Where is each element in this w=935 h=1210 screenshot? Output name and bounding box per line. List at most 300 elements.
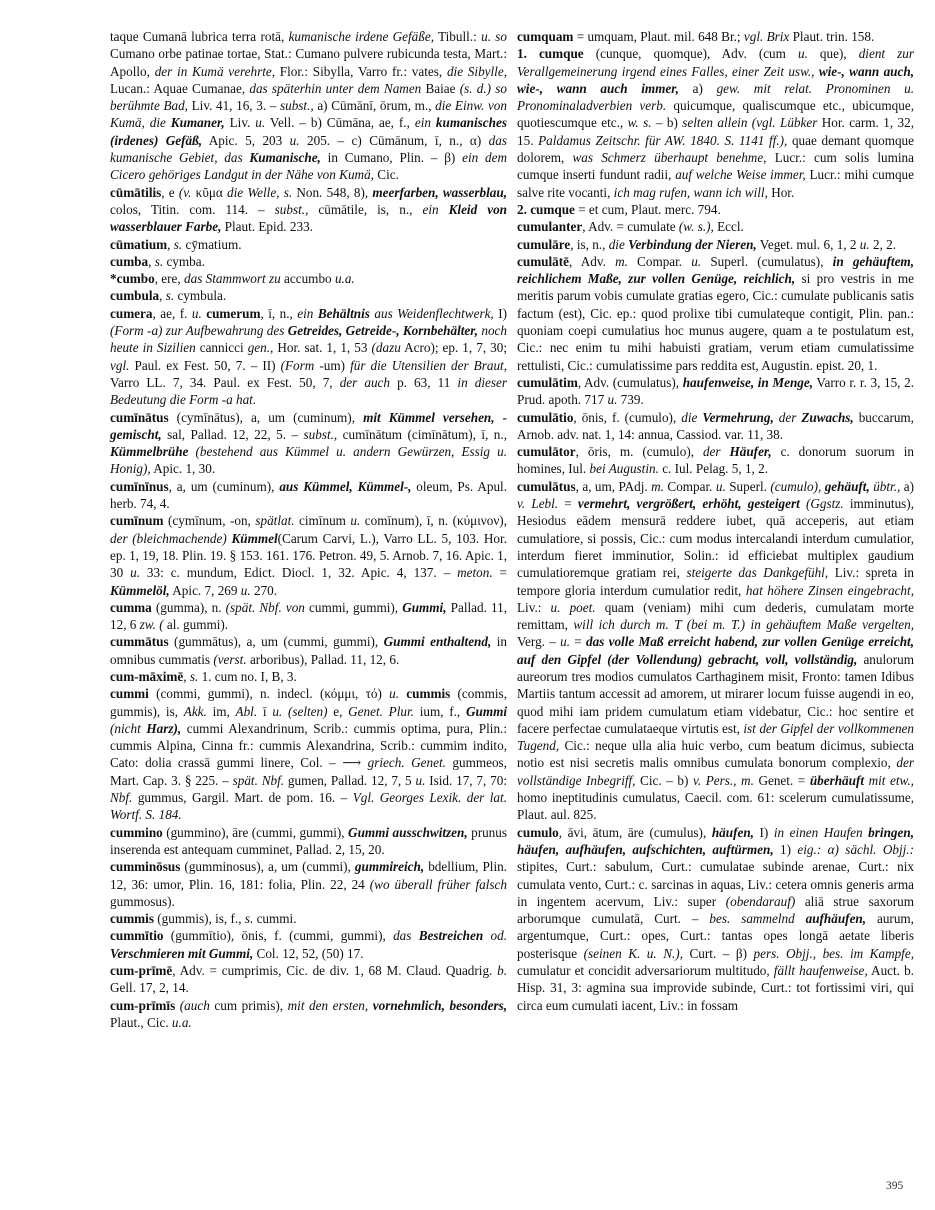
italic-text: pers. Objj., bes. im Kampfe, xyxy=(753,945,914,961)
entry-text: cȳmatium. xyxy=(182,236,242,252)
entry-text: 1. cum no. I, B, 3. xyxy=(198,668,297,684)
italic-text: die xyxy=(681,409,698,425)
entry-text: Genet. = xyxy=(753,772,810,788)
headword: cumulo xyxy=(517,824,559,840)
dictionary-entry xyxy=(110,824,507,859)
italic-text: (Form -a) zur Aufbewahrung des xyxy=(110,323,285,339)
entry-text: – b) xyxy=(651,115,683,131)
translation: Gummi enthaltend, xyxy=(383,634,492,650)
dictionary-entry xyxy=(517,443,914,478)
italic-text: v. Lebl. xyxy=(517,496,559,512)
entry-text: (gummītio), ōnis, f. (cummi, gummi), xyxy=(163,928,394,944)
entry-text: Vell. – b) Cūmāna, ae, f., xyxy=(265,115,415,131)
entry-text: Hor. sat. 1, 1, 53 xyxy=(273,340,372,356)
dictionary-entry xyxy=(517,374,914,409)
entry-text: Cic. xyxy=(373,167,399,183)
italic-text: spät. Nbf. xyxy=(232,772,285,788)
italic-text: das kumanische Gebiet, das xyxy=(110,132,507,166)
italic-text: das xyxy=(393,928,412,944)
italic-text: hat höhere Zinsen eingebracht, xyxy=(745,582,914,598)
entry-text: arboribus), Pallad. 11, 12, 6. xyxy=(246,651,400,667)
entry-text: Tibull.: xyxy=(434,29,482,44)
entry-text: buccarum, Arnob. adv. nat. 1, 14: annua, Cassiod. var. 11, 38. xyxy=(517,409,914,442)
translation: vermehrt, vergrößert, erhöht, gesteigert xyxy=(577,496,800,512)
entry-text: homo ineptitudinis cumulatus, Caecil. com. 61: scelerum cumulatissume, Plaut. aul. 825. xyxy=(517,790,914,823)
translation: wie-, wann auch, wie-, wann auch immer, xyxy=(517,63,914,96)
entry-text: , ere, xyxy=(154,271,184,287)
entry-text: Non. 548, 8), xyxy=(292,184,373,200)
entry-text: Hor. carm. 1, 32, 15. xyxy=(517,115,914,148)
entry-text: Varro r. r. 3, 15, 2. Prud. apoth. 717 xyxy=(517,374,914,408)
translation: Kümmelbrühe xyxy=(110,444,189,460)
entry-text: si pro vestris in me meritis parum vobis cumulate gratias egero, Cic.: cumulate publicanis satis factum (est), Cic. ep.: quod prolixe tibi cumulateque contigit, Plin. pan.: quoniam coepi cumulatius hoc munus augere, quam a te postulatum est, Cic.: nec enim tu mihi habuisti gratiam, verum etiam cumulatissime rettulisti, Cic.: cumulatissime pars reddita est, Augustin. epist. 20, 1. xyxy=(517,271,914,373)
entry-text: Liv. 41, 16, 3. – xyxy=(187,98,280,114)
entry-text: in omnibus cummatis xyxy=(110,634,507,667)
italic-text: Nbf. xyxy=(110,790,133,806)
translation: Harz), xyxy=(140,720,182,736)
italic-text: v. Pers., m. xyxy=(692,772,754,788)
entry-text: 33: c. mundum, Edict. Diocl. 1, 32. Apic. 4, 137. – xyxy=(140,565,458,581)
dictionary-entry xyxy=(110,512,507,598)
entry-text: Veget. mul. 6, 1, 2 xyxy=(756,236,860,252)
dictionary-entry xyxy=(110,927,507,962)
italic-text: u. xyxy=(797,46,808,62)
entry-text: Lucr.: mihi cumque salve rite vocanti, xyxy=(517,167,914,200)
italic-text: griech. Genet. xyxy=(367,755,446,771)
dictionary-entry xyxy=(517,409,914,444)
italic-text: m. xyxy=(651,478,664,494)
dictionary-entry xyxy=(110,633,507,668)
italic-text: auf welche Weise immer, xyxy=(675,167,806,183)
entry-text: Baiae xyxy=(421,80,460,96)
dictionary-entry xyxy=(110,685,507,823)
translation: Kümmel xyxy=(226,530,278,546)
translation: Getreides, Getreide-, Kornbehälter, xyxy=(284,323,478,339)
entry-text: cymbula. xyxy=(174,288,227,304)
dictionary-entry xyxy=(110,599,507,634)
entry-text: stipites, Curt.: sabulum, Curt.: cumulatae subinde arenae, Curt.: nix cumulata vento, Curt.: c. sarcinas in aquas, Liv.: cetera omnis generis arma in ingentem acervum, Liv.: super xyxy=(517,859,914,909)
italic-text: ein xyxy=(297,305,314,321)
italic-text: der in Kumä verehrte, xyxy=(154,63,276,79)
italic-text: u. xyxy=(289,132,300,148)
headword: cummis xyxy=(110,911,154,927)
italic-text: ein xyxy=(414,115,431,131)
italic-text: (spät. Nbf. von xyxy=(225,599,305,615)
entry-text: gumen, Pallad. 12, 7, 5 xyxy=(284,772,416,788)
entry-text: Col. 12, 52, (50) 17. xyxy=(253,945,364,961)
italic-text: ein dem Cicero gehöriges Landgut in der Nähe von Kumä, xyxy=(110,150,507,183)
entry-text: Plaut., Cic. xyxy=(110,1014,172,1030)
dictionary-entry xyxy=(110,910,507,927)
entry-text: = umquam, Plaut. mil. 648 Br.; xyxy=(573,29,744,44)
translation: Bestreichen xyxy=(411,928,484,944)
italic-text: s. xyxy=(154,253,164,269)
dictionary-entry xyxy=(110,962,507,997)
entry-text: 1) xyxy=(773,841,798,857)
translation: Kleid von wasserblauer Farbe, xyxy=(110,201,507,235)
right-column xyxy=(517,28,914,1014)
entry-text: , Adv. = cumprimis, Cic. de div. 1, 68 M. Claud. Quadrig. xyxy=(172,963,498,979)
dictionary-entry xyxy=(110,253,507,270)
entry-text: Eccl. xyxy=(713,219,744,235)
dictionary-entry xyxy=(110,287,507,304)
italic-text: noch heute in Sizilien xyxy=(110,323,507,356)
italic-text: steigerte das Dankgefühl, xyxy=(686,565,829,581)
entry-text: , ōnis, f. (cumulo), xyxy=(573,409,682,425)
translation: Kümmelöl, xyxy=(110,582,170,598)
entry-text: , xyxy=(159,288,166,304)
entry-text: im, xyxy=(206,703,236,719)
italic-text: Paldamus Zeitschr. für AW. 1840. S. 1141 ff.), xyxy=(538,132,788,148)
entry-text: = xyxy=(558,496,578,512)
entry-text: , e xyxy=(161,184,179,200)
entry-text: Acro); ep. 1, 7, 30; xyxy=(400,340,507,356)
dictionary-entry xyxy=(110,270,507,287)
entry-text: Plaut. Epid. 233. xyxy=(221,219,313,235)
entry-text: bdellium, Plin. 12, 36: umor, Plin. 16, 181: folia, Plin. 22, 24 xyxy=(110,859,508,892)
translation: kumanisches (irdenes) Gefäß, xyxy=(110,115,507,148)
entry-text: Cumano orbe patinae tortae, Stat.: Cumano pulvere rubicunda testa, Mart.: Apollo, xyxy=(110,46,507,79)
translation: aufhäufen, xyxy=(794,911,867,927)
headword: 2. cumque xyxy=(517,201,575,217)
headword: cumulāre xyxy=(517,236,571,252)
italic-text: subst., xyxy=(303,426,338,442)
entry-text: Liv.: xyxy=(517,599,551,615)
italic-text: der xyxy=(773,409,797,425)
entry-text: a) xyxy=(900,478,915,494)
entry-text: quicumque, qualiscumque etc., ubicumque, quotiescumque etc., xyxy=(517,98,914,131)
italic-text: die Sibylle, xyxy=(446,63,507,79)
italic-text: (verst. xyxy=(213,651,247,667)
entry-text: anulorum aureorum tres modios cumulatos Carthaginem misit, Fronto: tamen Idibus Martiis tantum accessit ad amorem, ut mirarer locum fuisse augendi in eo, quod mihi iam pridem cumulatum etiam videbatur, Cic.: hoc sentire et facere perfectae cumulataeque virtutis est, xyxy=(517,651,914,736)
italic-text: bei Augustin. xyxy=(589,461,659,477)
italic-text: u.a. xyxy=(171,1014,192,1030)
italic-text: meton. xyxy=(457,565,493,581)
italic-text: (wo überall früher falsch xyxy=(369,876,507,892)
italic-text: (s. d.) so berühmte Bad, xyxy=(110,80,507,114)
italic-text: u. (selten) xyxy=(272,703,328,719)
italic-text: der vollständige Inbegriff, xyxy=(517,755,914,788)
italic-text: u. xyxy=(415,772,426,788)
entry-text: imminutus), Hesiodus eādem mensurā reddere iubet, quā acceperis, aut etiam cumulatiore, si possis, Cic.: cum modus intercalandi interdum cumulatior, interdum fieret imminutior, Solin.: id efficiebat multiplex gaudium cumulatioremque gratiam rei, xyxy=(517,496,914,581)
entry-text: (gummātus), a, um (cummi, gummi), xyxy=(168,634,384,650)
headword: cumulanter xyxy=(517,219,583,235)
entry-text: -um) xyxy=(314,357,351,373)
entry-text: que), xyxy=(807,46,859,62)
italic-text: Akk. xyxy=(183,703,207,719)
italic-text: vgl. Brix xyxy=(743,29,790,44)
entry-text: , xyxy=(167,236,174,252)
entry-text: Curt. – β) xyxy=(683,945,754,961)
italic-text: was Schmerz überhaupt benehme, xyxy=(572,150,767,166)
entry-text: comīnum), ī, n. (κύμινον), xyxy=(360,513,507,529)
entry-text: , xyxy=(148,253,155,269)
italic-text: (obendarauf) xyxy=(725,893,796,909)
headword: cummītio xyxy=(110,928,164,944)
entry-text: Paul. ex Fest. 50, 7. – II) xyxy=(129,357,281,373)
italic-text: selten allein (vgl. Lübker xyxy=(682,115,818,131)
italic-text: u. xyxy=(607,392,618,408)
entry-text: ī xyxy=(257,703,273,719)
italic-text: aus Weidenflechtwerk, xyxy=(369,305,494,321)
entry-text: cumulatur et concidit adversariorum multitudo, xyxy=(517,963,774,979)
entry-text: prunus inserenda est antequam cumminet, Pallad. 2, 15, 20. xyxy=(110,824,507,857)
italic-text: u. xyxy=(350,513,361,529)
translation: haufenweise, in Menge, xyxy=(682,374,814,390)
translation: Kumanische, xyxy=(242,150,321,166)
headword: cumulātor xyxy=(517,444,576,460)
italic-text: u. xyxy=(255,115,266,131)
entry-text: colos, Titin. com. 114. – xyxy=(110,201,275,217)
entry-text: Compar. xyxy=(663,478,716,494)
italic-text: (Form xyxy=(280,357,315,373)
headword: cumminōsus xyxy=(110,859,181,875)
page-number: 395 xyxy=(886,1180,904,1192)
italic-text: w. s. xyxy=(627,115,652,131)
italic-text: (cumulo), xyxy=(770,478,822,494)
translation: Behältnis xyxy=(313,305,370,321)
entry-text: in Cumano, Plin. – β) xyxy=(320,150,463,166)
entry-text: , ōris, m. (cumulo), xyxy=(575,444,703,460)
italic-text: gew. mit relat. Pronominen u. Pronominaladverbien verb. xyxy=(517,80,914,114)
entry-text: Pallad. 11, 12, 6 xyxy=(110,599,507,633)
entry-text: sal, Pallad. 12, 22, 5. – xyxy=(161,426,304,442)
translation: Zuwachs, xyxy=(796,409,854,425)
translation: Häufer, xyxy=(720,444,772,460)
headword: cummis xyxy=(399,686,451,702)
italic-text: s. xyxy=(244,911,254,927)
entry-text: (cymīnātus), a, um (cuminum), xyxy=(168,409,364,425)
translation: Vermehrung, xyxy=(697,409,774,425)
entry-text: (gummis), is, f., xyxy=(153,911,245,927)
italic-text: subst., xyxy=(274,201,309,217)
italic-text: subst., xyxy=(279,98,314,114)
entry-text: (gumma), n. xyxy=(151,599,226,615)
italic-text: u. xyxy=(691,253,702,269)
headword: cum-prīmē xyxy=(110,963,173,979)
dictionary-entry xyxy=(110,28,507,184)
entry-text: Cic. – b) xyxy=(635,772,693,788)
entry-text: (commis, gummis), is, xyxy=(110,686,507,719)
entry-text: Superl. (cumulatus), xyxy=(701,253,833,269)
italic-text: in dieser Bedeutung die Form -a hat. xyxy=(110,374,507,408)
entry-text: Flor.: Sibylla, Varro fr.: vates, xyxy=(275,63,447,79)
headword: cumīnum xyxy=(110,513,164,529)
entry-text: , is, n., xyxy=(570,236,609,252)
italic-text: ein xyxy=(422,201,439,217)
headword: *cumbo xyxy=(110,271,155,287)
entry-text: gummosus). xyxy=(110,893,175,909)
dictionary-entry xyxy=(517,218,914,235)
entry-text: , a, um (cuminum), xyxy=(168,478,280,494)
headword: cum-prīmīs xyxy=(110,997,176,1013)
dictionary-entry xyxy=(110,236,507,253)
translation: meerfarben, wasserblau, xyxy=(372,184,507,200)
entry-text: Liv. xyxy=(224,115,256,131)
entry-text: Verg. – xyxy=(517,634,561,650)
entry-text: 739. xyxy=(617,392,644,408)
dictionary-entry xyxy=(517,478,914,824)
italic-text: od. xyxy=(483,928,507,944)
entry-text: cum primis), xyxy=(209,997,288,1013)
italic-text: (bestehend aus Kümmel u. andern Gewürzen, Essig u. Honig), xyxy=(110,444,507,477)
entry-text: accumbo xyxy=(280,271,335,287)
translation: Verbindung der Nieren, xyxy=(624,236,757,252)
entry-text: al. gummi). xyxy=(163,617,229,633)
entry-text: cimīnum xyxy=(294,513,351,529)
headword: cumquam xyxy=(517,29,574,44)
entry-text: Lucr.: cum solis lumina cumque inserti fundunt radii, xyxy=(517,150,914,183)
entry-text: , Adv. (cumulatus), xyxy=(577,374,683,390)
headword: cūmātilis xyxy=(110,184,162,200)
italic-text: die Einw. von Kumä, die xyxy=(110,98,507,131)
translation: gehäuft, xyxy=(821,478,870,494)
italic-text: u. xyxy=(240,582,251,598)
italic-text: (v. xyxy=(178,184,192,200)
headword: cummino xyxy=(110,824,163,840)
italic-text: bes. sammelnd xyxy=(709,911,795,927)
italic-text: b. xyxy=(497,963,507,979)
entry-text: , ae, f. xyxy=(152,305,192,321)
entry-text: c. Iul. Pelag. 5, 1, 2. xyxy=(658,461,769,477)
translation: Gummi ausschwitzen, xyxy=(348,824,468,840)
italic-text: u. poet. xyxy=(550,599,596,615)
entry-text: e, xyxy=(327,703,349,719)
translation: aus Kümmel, Kümmel-, xyxy=(279,478,412,494)
italic-text: der (bleichmachende) xyxy=(110,530,227,546)
entry-text: = xyxy=(492,565,507,581)
italic-text: zw. ( xyxy=(139,617,164,633)
translation: Verschmieren mit Gummi, xyxy=(110,945,254,961)
entry-text: (cymīnum, -on, xyxy=(163,513,256,529)
entry-text: Apic. 7, 269 xyxy=(169,582,241,598)
entry-text: , āvi, ātum, āre (cumulus), xyxy=(558,824,712,840)
entry-text: , ī, n., xyxy=(260,305,298,321)
italic-text: spätlat. xyxy=(255,513,295,529)
italic-text: der auch xyxy=(339,374,390,390)
headword: cumma xyxy=(110,599,152,615)
entry-text: κῦμα xyxy=(191,184,228,200)
italic-text: mit den ersten, xyxy=(287,997,369,1013)
translation: Gummi xyxy=(465,703,508,719)
entry-text: , xyxy=(183,668,190,684)
italic-text: in einen Haufen xyxy=(773,824,863,840)
italic-text: kumanische irdene Gefäße, xyxy=(288,29,434,44)
italic-text: will ich durch m. T (bei m. T.) in gehäuftem Maße vergelten, xyxy=(573,617,915,633)
italic-text: die Welle, s. xyxy=(227,184,293,200)
entry-text: Apic. 1, 30. xyxy=(150,461,216,477)
left-column xyxy=(110,28,507,1031)
italic-text: Vgl. Georges Lexik. der lat. Wortf. S. 184. xyxy=(110,790,507,823)
entry-text: Compar. xyxy=(627,253,692,269)
entry-text: (cunque, quomque), Adv. (cum xyxy=(583,46,798,62)
entry-text: ium, f., xyxy=(413,703,466,719)
entry-text: , a, um, PAdj. xyxy=(575,478,652,494)
italic-text: (w. s.), xyxy=(678,219,714,235)
translation: gummireich, xyxy=(354,859,425,875)
entry-text: , Adv. = cumulate xyxy=(582,219,679,235)
italic-text: ich mag rufen, wann ich will, xyxy=(613,184,768,200)
italic-text: vgl. xyxy=(110,357,130,373)
italic-text: das Stammwort zu xyxy=(184,271,281,287)
italic-text: mit etw., xyxy=(864,772,914,788)
entry-text: Varro LL. 7, 34. Paul. ex Fest. 50, 7, xyxy=(110,374,340,390)
entry-text: oleum, Ps. Apul. herb. 74, 4. xyxy=(110,478,507,512)
entry-text: Superl. xyxy=(725,478,771,494)
dictionary-entry xyxy=(517,824,914,1014)
italic-text: gen., xyxy=(247,340,274,356)
entry-text: (Carum Carvi, L.), Varro LL. 5, 103. Hor. ep. 1, 19, 18. Plin. 19. § 153. 161. 176. Petron. 49, 5. Arnob. 7, 16. Apic. 1, 30 xyxy=(110,530,507,581)
italic-text: Abl. xyxy=(235,703,258,719)
entry-text: a) xyxy=(678,80,717,96)
entry-text: Isid. 17, 7, 70: xyxy=(425,772,507,788)
entry-text: Liv.: spreta in tempore gloria interdum cumulatior redit, xyxy=(517,565,914,598)
italic-text: (dazu xyxy=(371,340,401,356)
headword: cum-māximē xyxy=(110,668,184,684)
dictionary-entry xyxy=(110,858,507,910)
translation: bringen, häufen, aufhäufen, aufschichten, auftürmen, xyxy=(517,824,914,857)
italic-text: fällt haufenweise, xyxy=(773,963,868,979)
entry-text: Lucan.: Aquae Cumanae, xyxy=(110,80,250,96)
italic-text: u. xyxy=(130,565,140,581)
entry-text: (gumminosus), a, um (cummi), xyxy=(180,859,355,875)
dictionary-entry xyxy=(110,997,507,1032)
headword: cumera xyxy=(110,305,153,321)
entry-text: gummeos, Mart. Cap. 3. § 225. – xyxy=(110,755,507,788)
entry-text: Gell. 17, 2, 14. xyxy=(110,980,189,996)
entry-text: (gummino), āre (cummi, gummi), xyxy=(162,824,349,840)
entry-text: cūmātile, is, n., xyxy=(308,201,423,217)
headword: cūmatium xyxy=(110,236,168,252)
entry-text: cummi, gummi), xyxy=(304,599,403,615)
italic-text: übtr., xyxy=(869,478,901,494)
dictionary-entry xyxy=(110,184,507,236)
entry-text: aurum, argentumque, Curt.: opes, Curt.: tantas opes longā aetate liberis posterisque xyxy=(517,911,914,961)
headword: cumīnātus xyxy=(110,409,169,425)
dictionary-entry xyxy=(517,45,914,201)
entry-text: = xyxy=(570,634,586,650)
italic-text: s. xyxy=(189,668,199,684)
italic-text: u. xyxy=(560,634,570,650)
headword: cummi xyxy=(110,686,149,702)
entry-text: c. donorum suorum in homines, Iul. xyxy=(517,444,914,477)
translation: das volle Maß erreicht habend, zur vollen Genüge erreicht, auf den Gipfel (der Vollendung) gebracht, voll, vollständig, xyxy=(517,634,914,667)
headword: cumerum xyxy=(201,305,261,321)
italic-text: s. xyxy=(173,236,183,252)
translation: Kumaner, xyxy=(165,115,225,131)
italic-text: (nicht xyxy=(110,720,141,736)
dictionary-entry xyxy=(517,201,914,218)
entry-text: quae demant quomque dolorem, xyxy=(517,132,914,166)
entry-text: cymba. xyxy=(163,253,205,269)
italic-text: u. xyxy=(859,236,870,252)
headword: cumulātus xyxy=(517,478,576,494)
entry-text: Cic.: neque ulla alia huic verbo, cum beatum dicimus, subiecta notio est nisi secretis malis omnibus cumulata bonorum complexio, xyxy=(517,738,914,771)
italic-text: (auch xyxy=(175,997,210,1013)
entry-text: taque Cumanā lubrica terra rotā, xyxy=(110,29,289,44)
translation: in gehäuftem, reichlichem Maße, zur vollen Genüge, reichlich, xyxy=(517,253,914,287)
entry-text: quam (veniam) mihi cum dederis, cumulatam morte remittam, xyxy=(517,599,914,633)
headword: cummātus xyxy=(110,634,169,650)
headword: cumbula xyxy=(110,288,160,304)
italic-text: ist der Gipfel der vollkommenen Tugend, xyxy=(517,720,915,754)
dictionary-entry xyxy=(110,305,507,409)
entry-text: aliā strue saxorum arborumque cumulatā, Curt. – xyxy=(517,893,914,927)
entry-text: Plaut. trin. 158. xyxy=(789,29,875,44)
dictionary-entry xyxy=(517,28,914,45)
italic-text: u. xyxy=(389,686,400,702)
entry-text: 270. xyxy=(250,582,278,598)
